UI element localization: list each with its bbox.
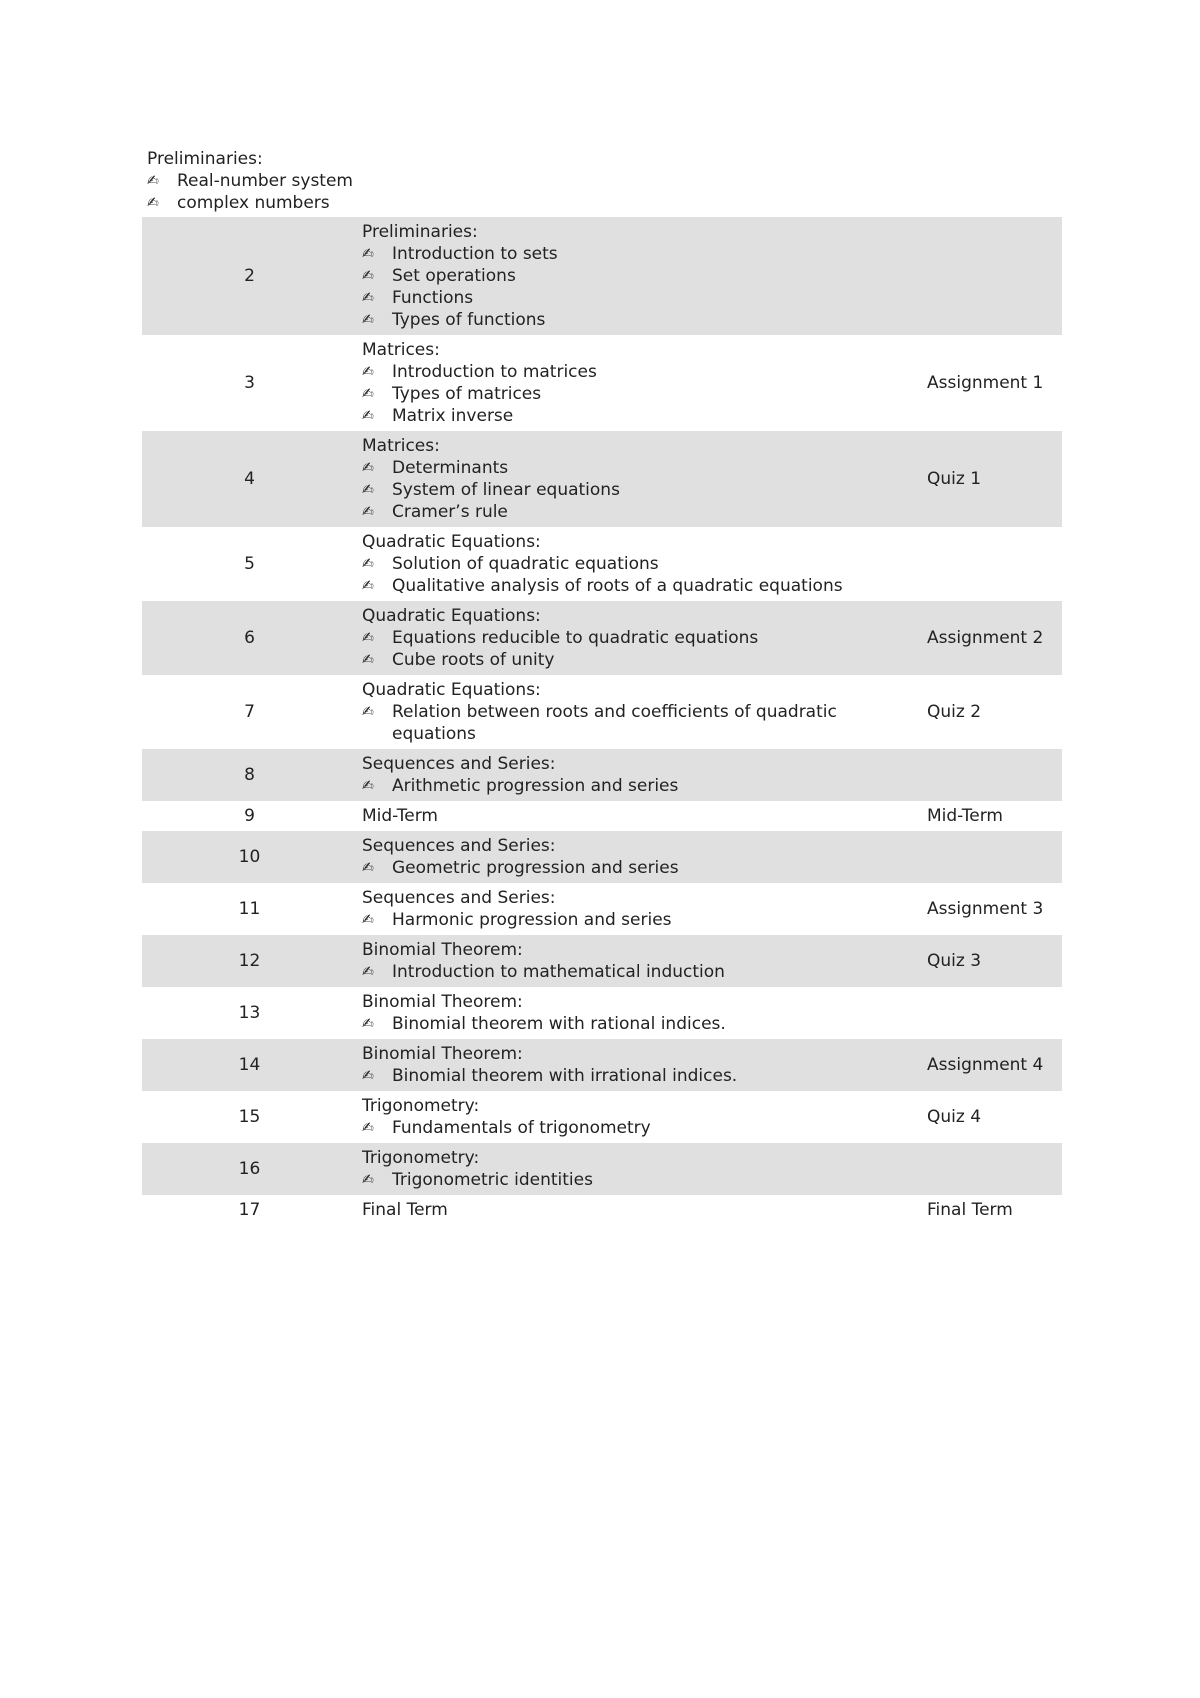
- table-row: [142, 987, 1062, 1039]
- topic-item-text: Introduction to sets: [392, 244, 558, 264]
- table-row: [142, 601, 1062, 675]
- assessment: Quiz 1: [922, 431, 1062, 527]
- topic-heading: Binomial Theorem:: [362, 940, 523, 960]
- list-item: [362, 1117, 917, 1139]
- writing-hand-icon: ✍: [147, 173, 159, 189]
- topic-heading: Sequences and Series:: [362, 836, 556, 856]
- table-row: [142, 801, 1062, 831]
- assessment: Mid-Term: [927, 806, 1003, 826]
- writing-hand-icon: ✍: [362, 246, 374, 262]
- topic-cell: [357, 883, 922, 935]
- topic-list: [362, 1117, 917, 1139]
- topic-cell: [357, 527, 922, 601]
- assessment: Final Term: [927, 1200, 1013, 1220]
- table-row: [142, 1091, 1062, 1143]
- topic-list: [362, 961, 917, 983]
- topic-heading: Quadratic Equations:: [362, 680, 541, 700]
- list-item: [362, 501, 917, 523]
- list-item: [362, 309, 917, 331]
- topic-item-text: Introduction to matrices: [392, 362, 597, 382]
- topic-cell: [357, 431, 922, 527]
- topic-item-text: Cramer’s rule: [392, 502, 508, 522]
- assessment: [922, 1143, 1062, 1195]
- table-row: [142, 335, 1062, 431]
- week-number: 5: [244, 554, 255, 574]
- table-row: [142, 1039, 1062, 1091]
- assessment: Quiz 4: [927, 1107, 982, 1127]
- list-item: [362, 857, 917, 879]
- topic-heading: Trigonometry:: [362, 1096, 480, 1116]
- list-item: [362, 265, 917, 287]
- week-number: 14: [142, 1039, 357, 1091]
- table-row: [142, 883, 1062, 935]
- topic-heading: Binomial Theorem:: [362, 992, 523, 1012]
- topic-list: [362, 909, 917, 931]
- assessment: [922, 217, 1062, 335]
- week-number: 13: [238, 1003, 261, 1023]
- topic-cell: [357, 675, 922, 749]
- table-row: [142, 217, 1062, 335]
- list-item: [362, 1169, 917, 1191]
- topic-heading: Matrices:: [362, 340, 440, 360]
- intro-list-item: [147, 170, 367, 192]
- intro-item-text: complex numbers: [177, 193, 330, 213]
- week-number: 11: [238, 899, 261, 919]
- topic-heading: Preliminaries:: [362, 222, 478, 242]
- writing-hand-icon: ✍: [362, 312, 374, 328]
- table-row: [142, 527, 1062, 601]
- writing-hand-icon: ✍: [362, 408, 374, 424]
- topic-item-text: Solution of quadratic equations: [392, 554, 659, 574]
- topic-list: [362, 775, 917, 797]
- intro-topic-block: [142, 148, 367, 214]
- topic-item-text: System of linear equations: [392, 480, 620, 500]
- writing-hand-icon: ✍: [362, 364, 374, 380]
- writing-hand-icon: ✍: [147, 195, 159, 211]
- topic-item-text: Determinants: [392, 458, 509, 478]
- week-number: 4: [142, 431, 357, 527]
- list-item: [362, 775, 917, 797]
- assessment: Assignment 3: [927, 899, 1044, 919]
- writing-hand-icon: ✍: [362, 268, 374, 284]
- list-item: [362, 575, 917, 597]
- topic-cell: [357, 1039, 922, 1091]
- writing-hand-icon: ✍: [362, 704, 374, 720]
- topic-item-text: Functions: [392, 288, 474, 308]
- list-item: [362, 649, 917, 671]
- topic-item-text: Types of functions: [392, 310, 546, 330]
- topic-item-text: Set operations: [392, 266, 516, 286]
- writing-hand-icon: ✍: [362, 1016, 374, 1032]
- week-number: 7: [244, 702, 255, 722]
- list-item: [362, 627, 917, 649]
- topic-heading: Final Term: [362, 1200, 448, 1220]
- topic-item-text: Arithmetic progression and series: [392, 776, 679, 796]
- intro-item-text: Real-number system: [177, 171, 353, 191]
- list-item: [362, 479, 917, 501]
- table-row: [142, 935, 1062, 987]
- topic-item-text: Harmonic progression and series: [392, 910, 672, 930]
- topic-cell: [357, 987, 922, 1039]
- week-number: 3: [244, 373, 255, 393]
- topic-heading: Binomial Theorem:: [362, 1044, 523, 1064]
- topic-heading: Matrices:: [362, 436, 440, 456]
- assessment: [922, 831, 1062, 883]
- assessment: Quiz 3: [922, 935, 1062, 987]
- writing-hand-icon: ✍: [362, 386, 374, 402]
- writing-hand-icon: ✍: [362, 578, 374, 594]
- assessment: Quiz 2: [927, 702, 982, 722]
- week-number: 2: [142, 217, 357, 335]
- topic-item-text: Matrix inverse: [392, 406, 514, 426]
- writing-hand-icon: ✍: [362, 556, 374, 572]
- table-row: [142, 1195, 1062, 1225]
- writing-hand-icon: ✍: [362, 964, 374, 980]
- topic-list: [362, 1065, 917, 1087]
- writing-hand-icon: ✍: [362, 860, 374, 876]
- topic-list: [362, 701, 917, 745]
- topic-item-text: Qualitative analysis of roots of a quadratic equations: [392, 576, 843, 596]
- topic-heading: Trigonometry:: [362, 1148, 480, 1168]
- list-item: [362, 405, 917, 427]
- intro-list-item: [147, 192, 367, 214]
- topic-cell: [357, 1195, 922, 1225]
- topic-heading: Sequences and Series:: [362, 754, 556, 774]
- writing-hand-icon: ✍: [362, 290, 374, 306]
- topic-item-text: Cube roots of unity: [392, 650, 555, 670]
- writing-hand-icon: ✍: [362, 460, 374, 476]
- table-row: [142, 431, 1062, 527]
- list-item: [362, 1065, 917, 1087]
- topic-item-text: Introduction to mathematical induction: [392, 962, 725, 982]
- topic-list: [362, 1169, 917, 1191]
- topic-cell: [357, 749, 922, 801]
- writing-hand-icon: ✍: [362, 1068, 374, 1084]
- table-row: [142, 675, 1062, 749]
- topic-cell: [357, 335, 922, 431]
- list-item: [362, 701, 917, 745]
- topic-list: [362, 457, 917, 523]
- table-row: [142, 1143, 1062, 1195]
- list-item: [362, 553, 917, 575]
- week-number: 8: [142, 749, 357, 801]
- list-item: [362, 1013, 917, 1035]
- writing-hand-icon: ✍: [362, 1172, 374, 1188]
- topic-cell: [357, 801, 922, 831]
- topic-heading: Quadratic Equations:: [362, 606, 541, 626]
- assessment: [922, 987, 1062, 1039]
- topic-cell: [357, 217, 922, 335]
- intro-heading: Preliminaries:: [147, 149, 263, 169]
- topic-cell: [357, 831, 922, 883]
- writing-hand-icon: ✍: [362, 912, 374, 928]
- week-number: 15: [238, 1107, 261, 1127]
- topic-item-text: Geometric progression and series: [392, 858, 679, 878]
- writing-hand-icon: ✍: [362, 630, 374, 646]
- topic-cell: [357, 1091, 922, 1143]
- week-number: 10: [142, 831, 357, 883]
- writing-hand-icon: ✍: [362, 778, 374, 794]
- topic-item-text: Trigonometric identities: [392, 1170, 593, 1190]
- course-schedule-page: [142, 148, 1062, 1225]
- writing-hand-icon: ✍: [362, 504, 374, 520]
- list-item: [362, 361, 917, 383]
- topic-item-text: Equations reducible to quadratic equations: [392, 628, 759, 648]
- topic-list: [362, 361, 917, 427]
- table-row: [142, 831, 1062, 883]
- topic-list: [362, 857, 917, 879]
- table-row: [142, 749, 1062, 801]
- assessment: Assignment 4: [922, 1039, 1062, 1091]
- assessment: Assignment 2: [922, 601, 1062, 675]
- list-item: [362, 457, 917, 479]
- topic-item-text: Types of matrices: [392, 384, 542, 404]
- topic-list: [362, 627, 917, 671]
- assessment: [922, 527, 1062, 601]
- topic-item-text: Binomial theorem with irrational indices.: [392, 1066, 738, 1086]
- topic-list: [362, 243, 917, 331]
- list-item: [362, 287, 917, 309]
- list-item: [362, 383, 917, 405]
- list-item: [362, 909, 917, 931]
- week-number: 16: [142, 1143, 357, 1195]
- week-number: 12: [142, 935, 357, 987]
- topic-item-text: Fundamentals of trigonometry: [392, 1118, 651, 1138]
- list-item: [362, 243, 917, 265]
- topic-list: [362, 1013, 917, 1035]
- schedule-table: [142, 217, 1062, 1225]
- topic-heading: Quadratic Equations:: [362, 532, 541, 552]
- assessment: Assignment 1: [927, 373, 1044, 393]
- list-item: [362, 961, 917, 983]
- topic-list: [362, 553, 917, 597]
- writing-hand-icon: ✍: [362, 482, 374, 498]
- topic-cell: [357, 935, 922, 987]
- week-number: 17: [238, 1200, 261, 1220]
- schedule-table-body: [142, 217, 1062, 1225]
- topic-heading: Mid-Term: [362, 806, 438, 826]
- writing-hand-icon: ✍: [362, 652, 374, 668]
- assessment: [922, 749, 1062, 801]
- week-number: 9: [244, 806, 255, 826]
- topic-item-text: Binomial theorem with rational indices.: [392, 1014, 726, 1034]
- week-number: 6: [142, 601, 357, 675]
- topic-item-text: Relation between roots and coefficients of quadratic equations: [392, 702, 837, 744]
- topic-heading: Sequences and Series:: [362, 888, 556, 908]
- topic-cell: [357, 1143, 922, 1195]
- topic-cell: [357, 601, 922, 675]
- writing-hand-icon: ✍: [362, 1120, 374, 1136]
